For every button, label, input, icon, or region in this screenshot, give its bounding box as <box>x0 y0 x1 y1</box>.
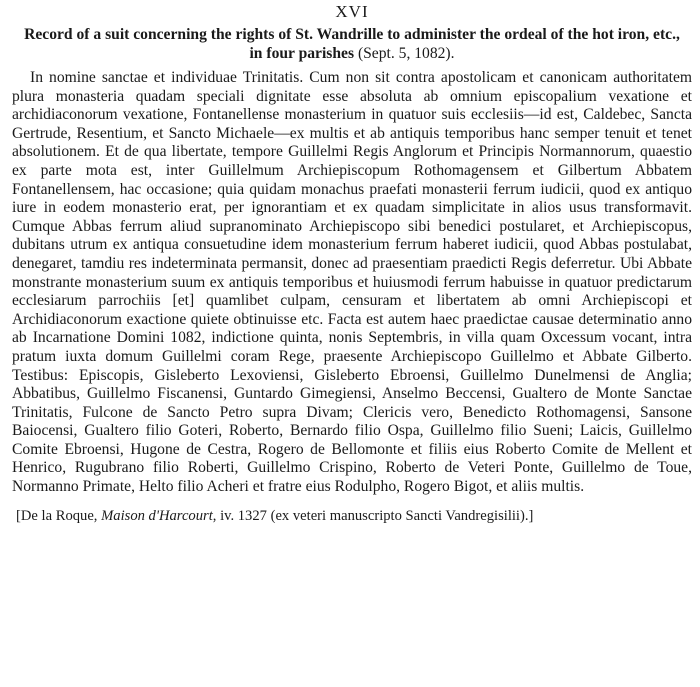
source-citation <box>12 507 692 525</box>
document-number: XVI <box>335 2 369 21</box>
source-citation-prefix: [De la Roque, <box>16 507 98 524</box>
document-title-date: (Sept. 5, 1082). <box>357 45 455 62</box>
source-citation-work: Maison d'Harcourt <box>101 507 213 524</box>
document-title <box>12 25 692 63</box>
source-citation-suffix: , iv. 1327 (ex veteri manuscripto Sancti Vandregisilii).] <box>212 507 534 524</box>
document-body: In nomine sanctae et individuae Trinitatis. Cum non sit contra apostolicam et canonicam authoritatem plura monasteria quadam speciali dignitate esse absoluta ab omnium episcopalium vexatione et archidiaconorum vexatione, Fontanellense monasterium in quatuor suis ecclesiis—id est, Caldebec, Sancta Gertrude, Resentium, et Sancto Michaele—ex multis et ab antiquis temporibus hanc semper tenuit et tenet absolutionem. Et de qua libertate, tempore Guillelmi Regis Anglorum et Principis Normannorum, quaestio ex parte mota est, inter Guillelmum Archiepiscopum Rothomagensem et Gilbertum Abbatem Fontanellensem, hac occasione; quia quidam monachus praefati monasterii ferrum iudicii, quod ex antiquo iure in eodem monasterio erat, per ignorantiam et ex quadam simplicitate in alios usus transformavit. Cumque Abbas ferrum aliud supranominato Archiepiscopo sibi benedici postularet, et Archiepiscopus, dubitans utrum ex antiqua consuetudine idem monasterium ferrum haberet iudicii, quod Abbas postulabat, denegaret, tamdiu res indeterminata permansit, donec ad praesentiam praedicti Regis deferretur. Ubi Abbate monstrante monasterium suum ex antiquis temporibus et huiusmodi ferrum habuisse in quatuor predictarum ecclesiarum parrochiis [et] quamlibet culpam, censuram et libertatem ab omni Archiepiscopi et Archidiaconorum exactione quiete obtinuisse etc. Facta est autem haec praedictae causae determinatio anno ab Incarnatione Domini 1082, indictione quinta, nonis Septembris, in villa quam Oxcessum vocant, intra pratum iuxta domum Guillelmi coram Rege, praesente Archiepiscopo Guillelmo et Abbate Gilberto. Testibus: Episcopis, Gisleberto Lexoviensi, Gisleberto Ebroensi, Guillelmo Dunelmensi de Anglia; Abbatibus, Guillelmo Fiscanensi, Guntardo Gimegiensi, Anselmo Beccensi, Gualtero de Monte Sanctae Trinitatis, Fulcone de Sancto Petro supra Divam; Clericis vero, Benedicto Rothomagensi, Sansone Baiocensi, Gualtero filio Goteri, Roberto, Bernardo filio Ospa, Guillelmo filio Sueni; Laicis, Guillelmo Comite Ebroensi, Hugone de Cestra, Rogero de Bellomonte et filiis eius Roberto Comite de Mellent et Henrico, Rugubrano filio Roberti, Guillelmo Crispino, Roberto de Veteri Ponte, Guillelmo de Toue, Normanno Primate, Helto filio Acheri et fratre eius Rodulpho, Rogero Bigot, et aliis multis. <box>12 69 692 496</box>
document-title-main: Record of a suit concerning the rights of St. Wandrille to administer the ordeal of the hot iron, etc., in four parishes <box>24 26 680 62</box>
